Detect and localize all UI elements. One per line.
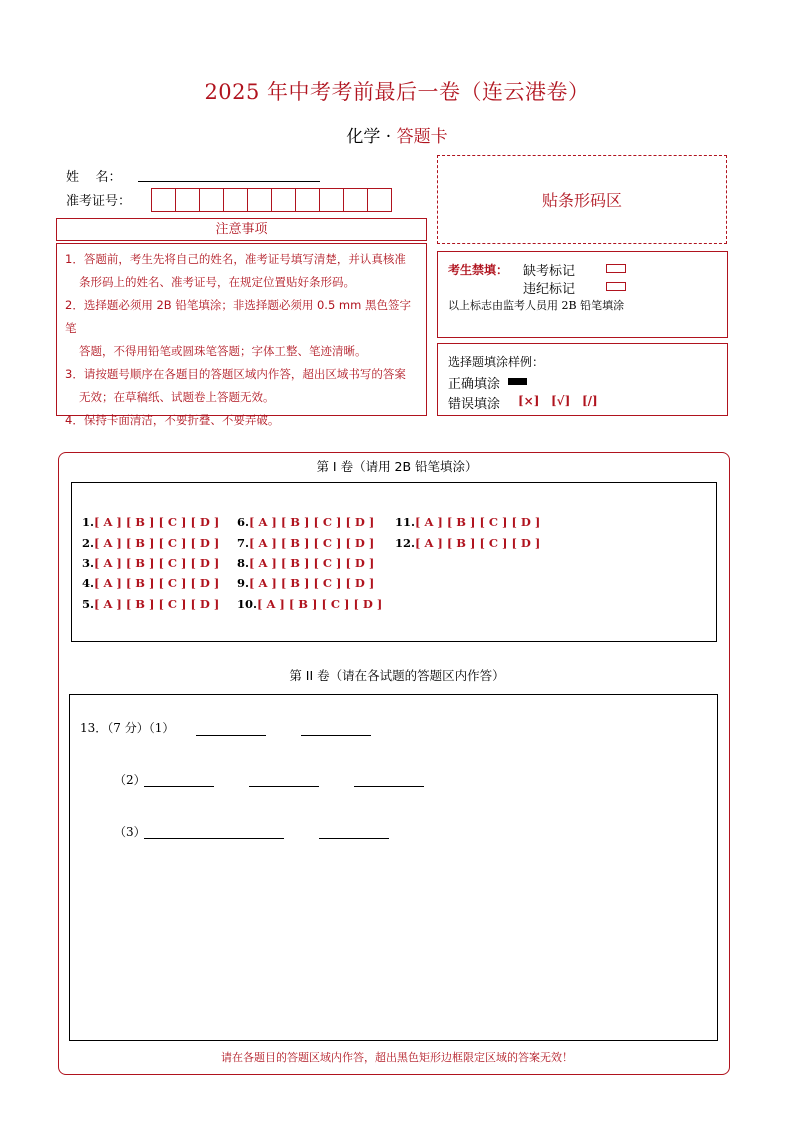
- id-digit-box[interactable]: [343, 188, 368, 212]
- q13-part3-label: （3）: [114, 825, 146, 839]
- mc-question-1[interactable]: 1.[ A ] [ B ] [ C ] [ D ]: [82, 515, 220, 529]
- forbidden-label: 考生禁填：: [448, 263, 509, 277]
- page-title: 2025 年中考考前最后一卷（连云港卷）: [204, 80, 590, 104]
- mc-question-12[interactable]: 12.[ A ] [ B ] [ C ] [ D ]: [395, 536, 541, 550]
- subject-label: 化学: [346, 127, 381, 147]
- subtitle-dot: ·: [380, 127, 397, 147]
- fill-sample-box: [437, 343, 728, 416]
- barcode-area: 贴条形码区: [437, 155, 727, 244]
- id-digit-box[interactable]: [247, 188, 272, 212]
- wrong-fill-label: 错误填涂: [448, 397, 501, 412]
- id-number-boxes[interactable]: [152, 188, 392, 212]
- q13-prefix: 13．（7 分）（1）: [80, 721, 175, 735]
- card-label: 答题卡: [396, 127, 448, 147]
- section1-label: 第 I 卷（请用 2B 铅笔填涂）: [316, 459, 478, 474]
- mc-question-4[interactable]: 4.[ A ] [ B ] [ C ] [ D ]: [82, 576, 220, 590]
- mc-question-11[interactable]: 11.[ A ] [ B ] [ C ] [ D ]: [395, 515, 541, 529]
- id-digit-box[interactable]: [367, 188, 392, 212]
- q13-2-blank-b[interactable]: [249, 786, 319, 787]
- id-digit-box[interactable]: [295, 188, 320, 212]
- correct-fill-example: [508, 378, 527, 385]
- notice-body: [56, 243, 427, 427]
- mc-question-7[interactable]: 7.[ A ] [ B ] [ C ] [ D ]: [237, 536, 375, 550]
- multiple-choice-box: [71, 482, 717, 642]
- violation-label: 违纪标记: [523, 282, 576, 297]
- id-digit-box[interactable]: [271, 188, 296, 212]
- id-digit-box[interactable]: [175, 188, 200, 212]
- absent-mark-box[interactable]: [606, 264, 626, 273]
- name-label: 姓 名：: [66, 170, 122, 185]
- q13-3-blank-b[interactable]: [319, 838, 389, 839]
- page-subtitle: [0, 122, 794, 147]
- mc-question-8[interactable]: 8.[ A ] [ B ] [ C ] [ D ]: [237, 556, 375, 570]
- q13-3-blank-a[interactable]: [144, 838, 284, 839]
- mc-question-6[interactable]: 6.[ A ] [ B ] [ C ] [ D ]: [237, 515, 375, 529]
- notice-item-2: 2．选择题必须用 2B 铅笔填涂；非选择题必须用 0.5 mm 黑色签字笔: [65, 298, 411, 335]
- id-digit-box[interactable]: [199, 188, 224, 212]
- absent-label: 缺考标记: [523, 264, 576, 279]
- notice-heading: 注意事项: [56, 218, 427, 241]
- notice-item-2-cont: 答题，不得用铅笔或圆珠笔答题；字体工整、笔迹清晰。: [79, 344, 367, 358]
- violation-mark-box[interactable]: [606, 282, 626, 291]
- notice-item-1-cont: 条形码上的姓名、准考证号，在规定位置贴好条形码。: [79, 275, 355, 289]
- mc-question-3[interactable]: 3.[ A ] [ B ] [ C ] [ D ]: [82, 556, 220, 570]
- forbidden-fill-box: [437, 251, 728, 338]
- question-13-answer-box[interactable]: [69, 694, 718, 1041]
- wrong-example-slash: [/]: [582, 394, 598, 408]
- wrong-example-check: [√]: [551, 394, 571, 408]
- q13-2-blank-a[interactable]: [144, 786, 214, 787]
- notice-item-1: 1．答题前，考生先将自己的姓名，准考证号填写清楚，并认真核准: [65, 252, 406, 266]
- mc-question-5[interactable]: 5.[ A ] [ B ] [ C ] [ D ]: [82, 597, 220, 611]
- section2-label: 第 II 卷（请在各试题的答题区内作答）: [289, 668, 505, 683]
- id-label: 准考证号：: [66, 194, 132, 209]
- footer-warning: 请在各题目的答题区域内作答，超出黑色矩形边框限定区域的答案无效！: [221, 1051, 573, 1064]
- q13-2-blank-c[interactable]: [354, 786, 424, 787]
- mc-question-9[interactable]: 9.[ A ] [ B ] [ C ] [ D ]: [237, 576, 375, 590]
- id-digit-box[interactable]: [319, 188, 344, 212]
- mc-question-2[interactable]: 2.[ A ] [ B ] [ C ] [ D ]: [82, 536, 220, 550]
- forbidden-note: 以上标志由监考人员用 2B 铅笔填涂: [448, 299, 625, 312]
- notice-item-4: 4．保持卡面清洁，不要折叠、不要弄破。: [65, 413, 280, 427]
- name-field[interactable]: [138, 180, 320, 182]
- q13-1-blank-b[interactable]: [301, 735, 371, 736]
- notice-item-3: 3．请按题号顺序在各题目的答题区域内作答，超出区域书写的答案: [65, 367, 406, 381]
- fill-sample-title: 选择题填涂样例：: [448, 355, 545, 369]
- notice-item-3-cont: 无效；在草稿纸、试题卷上答题无效。: [79, 390, 275, 404]
- q13-1-blank-a[interactable]: [196, 735, 266, 736]
- id-digit-box[interactable]: [223, 188, 248, 212]
- id-digit-box[interactable]: [151, 188, 176, 212]
- q13-part2-label: （2）: [114, 773, 146, 787]
- correct-fill-label: 正确填涂: [448, 377, 501, 392]
- mc-question-10[interactable]: 10.[ A ] [ B ] [ C ] [ D ]: [237, 597, 383, 611]
- wrong-example-x: [×]: [518, 394, 540, 408]
